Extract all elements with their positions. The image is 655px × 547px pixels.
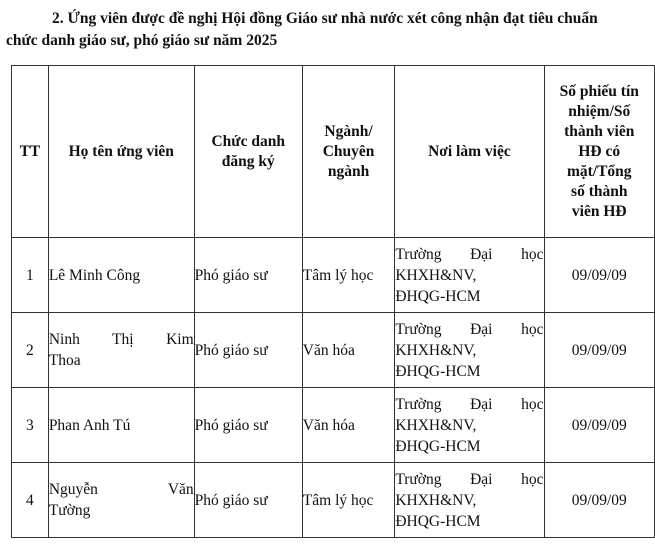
cell-workplace-line: Trường Đại học [395,245,544,263]
cell-name-line: Ninh Thị Kim [48,331,194,348]
cell-workplace [395,313,544,388]
header-title [194,66,302,238]
table-row [12,388,655,463]
header-major [302,66,395,238]
header-votes-line: Số phiếu tín [559,82,639,100]
cell-name [48,313,194,388]
cell-workplace-line: KHXH&NV, [395,491,477,509]
table-row [12,313,655,388]
header-major-line: Chuyên [322,142,375,160]
cell-tt: 1 [12,238,49,313]
header-workplace: Nơi làm việc [395,66,544,238]
cell-workplace [395,238,544,313]
cell-workplace-line: KHXH&NV, [395,416,477,434]
cell-name [48,388,194,463]
cell-title: Phó giáo sư [194,388,302,463]
table-row [12,238,655,313]
header-votes-line: nhiệm/Số [568,102,631,120]
cell-workplace-line: ĐHQG-HCM [395,287,481,305]
cell-votes: 09/09/09 [544,313,655,388]
cell-workplace-line: Trường Đại học [395,395,544,413]
heading-line-1: 2. Ứng viên được đề nghị Hội đồng Giáo sư nhà nước xét công nhận đạt tiêu chuẩn [52,10,598,27]
header-votes-line: HĐ có [578,142,621,160]
header-votes [544,66,655,238]
header-major-line: ngành [327,162,370,180]
header-votes-line: thành viên [564,122,635,140]
cell-workplace-line: ĐHQG-HCM [395,437,481,455]
cell-workplace-line: KHXH&NV, [395,341,477,359]
cell-tt: 2 [12,313,49,388]
header-major-line: Ngành/ [324,122,373,140]
cell-name [48,238,194,313]
cell-name-line: Thoa [48,352,81,369]
cell-tt: 3 [12,388,49,463]
section-heading [6,8,646,52]
cell-name-line: Nguyễn Văn [48,481,194,498]
cell-tt: 4 [12,463,49,538]
header-name: Họ tên ứng viên [48,66,194,238]
table-row [12,463,655,538]
cell-title: Phó giáo sư [194,313,302,388]
cell-workplace-line: Trường Đại học [395,320,544,338]
cell-votes: 09/09/09 [544,388,655,463]
cell-major: Văn hóa [302,313,395,388]
table-header-row [12,66,655,238]
cell-workplace-line: KHXH&NV, [395,266,477,284]
cell-major: Văn hóa [302,388,395,463]
header-votes-line: mặt/Tổng [566,162,632,180]
cell-workplace [395,463,544,538]
cell-workplace [395,388,544,463]
header-votes-line: viên HĐ [571,202,627,220]
cell-major: Tâm lý học [302,463,395,538]
cell-title: Phó giáo sư [194,238,302,313]
cell-votes: 09/09/09 [544,238,655,313]
header-title-line: Chức danh [211,132,285,150]
candidates-table [11,65,655,538]
cell-name [48,463,194,538]
cell-name-line: Tường [48,502,91,519]
cell-name-line: Lê Minh Công [48,266,141,284]
cell-votes: 09/09/09 [544,463,655,538]
cell-title: Phó giáo sư [194,463,302,538]
cell-name-line: Phan Anh Tú [48,416,131,434]
cell-workplace-line: ĐHQG-HCM [395,512,481,530]
header-title-line: đăng ký [221,152,275,170]
heading-line-2: chức danh giáo sư, phó giáo sư năm 2025 [6,32,278,49]
cell-workplace-line: ĐHQG-HCM [395,362,481,380]
cell-workplace-line: Trường Đại học [395,470,544,488]
header-votes-line: số thành [571,182,628,200]
header-tt: TT [12,66,49,238]
cell-major: Tâm lý học [302,238,395,313]
